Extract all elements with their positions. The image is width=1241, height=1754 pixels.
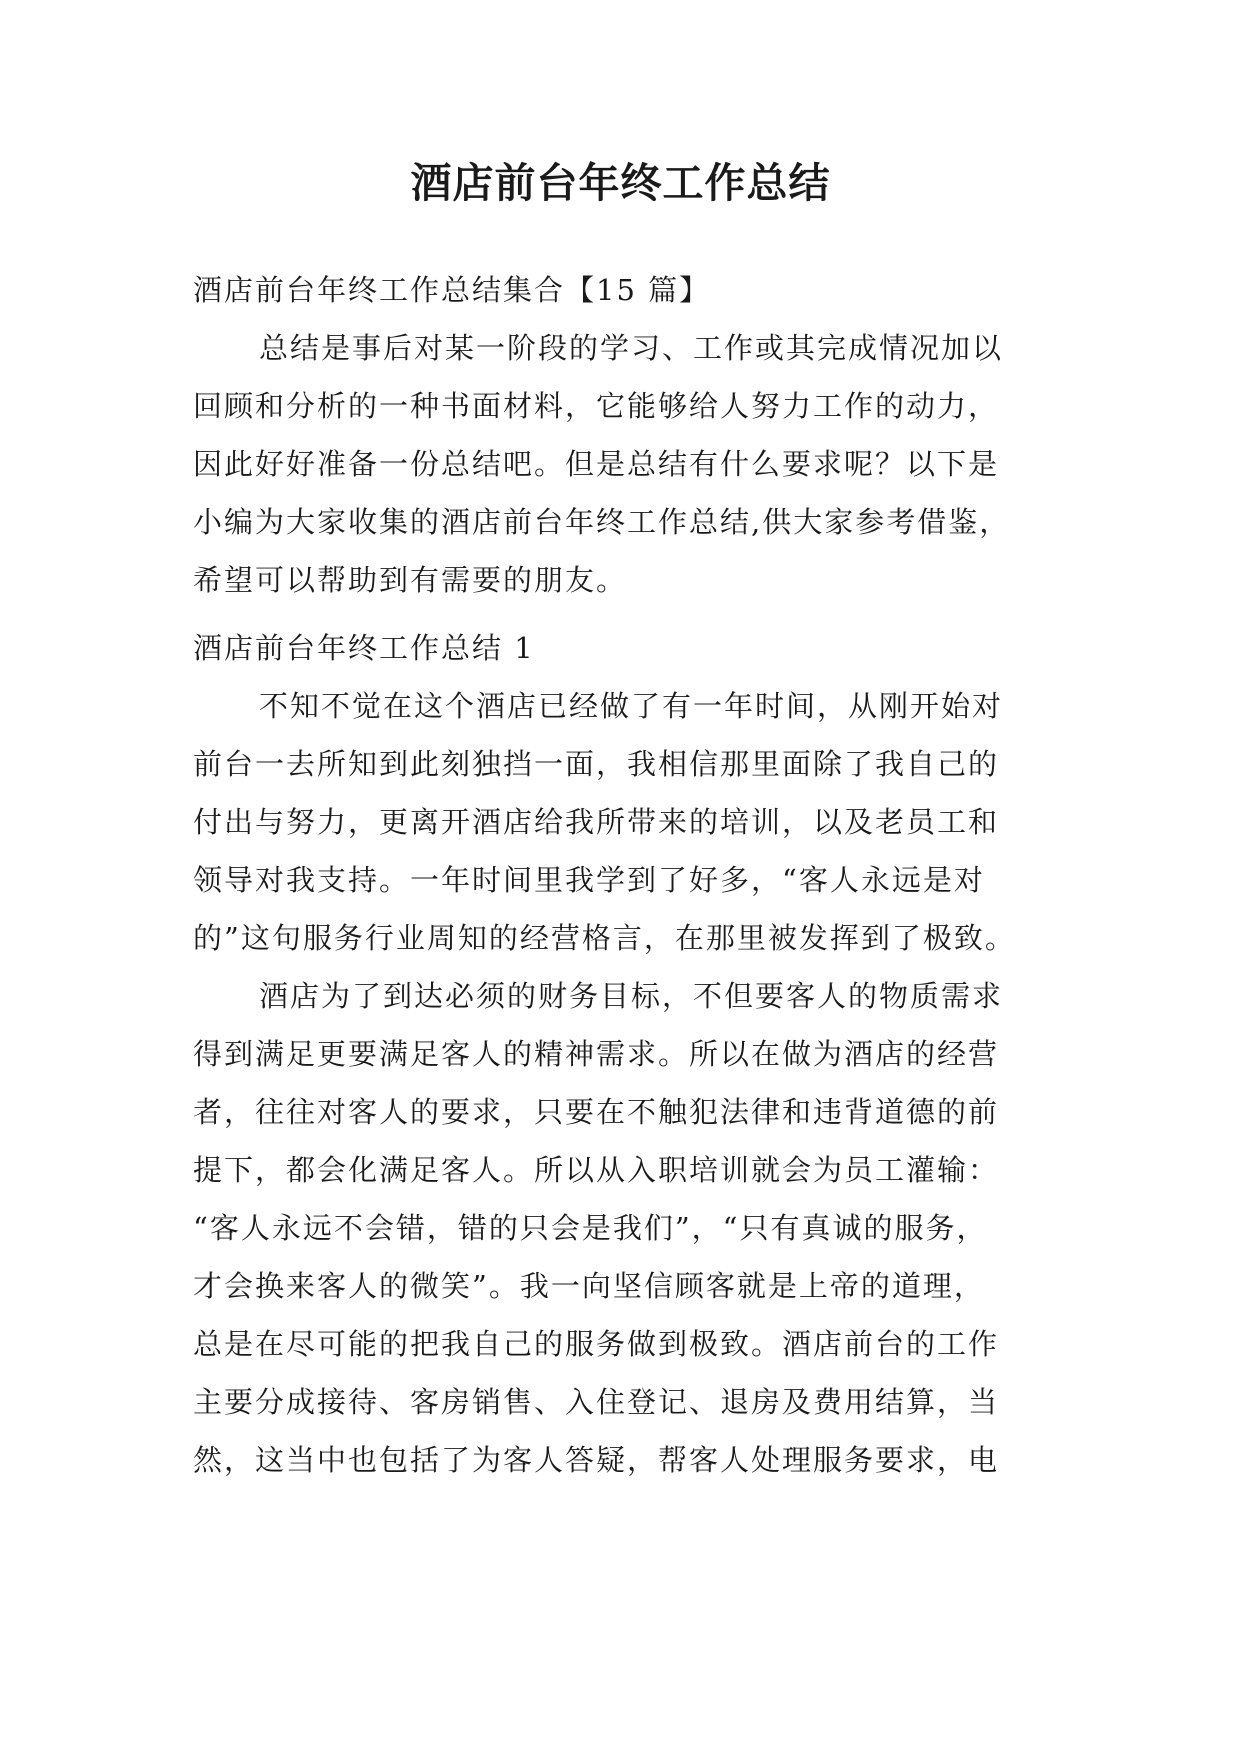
document-title: 酒店前台年终工作总结: [410, 159, 831, 207]
paragraph-line: 得到满足更要满足客人的精神需求。所以在做为酒店的经营: [193, 1037, 1000, 1071]
paragraph-line: 不知不觉在这个酒店已经做了有一年时间，从刚开始对: [259, 689, 1004, 723]
paragraph-line: 前台一去所知到此刻独挡一面，我相信那里面除了我自己的: [193, 747, 1000, 781]
intro-line: 希望可以帮助到有需要的朋友。: [193, 563, 628, 597]
paragraph-line: 主要分成接待、客房销售、入住登记、退房及费用结算，当: [193, 1385, 1000, 1419]
paragraph-line: “客人永远不会错，错的只会是我们”，“只有真诚的服务，: [193, 1211, 988, 1245]
section-heading: 酒店前台年终工作总结 1: [193, 631, 535, 665]
intro-line: 回顾和分析的一种书面材料，它能够给人努力工作的动力，: [193, 389, 1000, 423]
paragraph-line: 总是在尽可能的把我自己的服务做到极致。酒店前台的工作: [193, 1327, 1000, 1361]
intro-line: 小编为大家收集的酒店前台年终工作总结,供大家参考借鉴，: [193, 505, 1011, 539]
paragraph-line: 提下，都会化满足客人。所以从入职培训就会为员工灌输：: [193, 1153, 1000, 1187]
paragraph-line: 才会换来客人的微笑”。我一向坚信顾客就是上帝的道理，: [193, 1269, 985, 1303]
paragraph-line: 然，这当中也包括了为客人答疑，帮客人处理服务要求，电: [193, 1443, 1000, 1477]
paragraph-line: 的”这句服务行业周知的经营格言，在那里被发挥到了极致。: [193, 921, 1016, 955]
paragraph-line: 付出与努力，更离开酒店给我所带来的培训，以及老员工和: [193, 805, 1000, 839]
collection-heading: 酒店前台年终工作总结集合【15 篇】: [193, 273, 711, 307]
intro-line: 总结是事后对某一阶段的学习、工作或其完成情况加以: [259, 331, 1004, 365]
section-1: [193, 619, 1073, 1489]
intro-line: 因此好好准备一份总结吧。但是总结有什么要求呢？以下是: [193, 447, 1000, 481]
paragraph-line: 者，往往对客人的要求，只要在不触犯法律和违背道德的前: [193, 1095, 1000, 1129]
intro-block: [193, 261, 1073, 609]
paragraph-line: 领导对我支持。一年时间里我学到了好多，“客人永远是对: [193, 863, 985, 897]
paragraph-line: 酒店为了到达必须的财务目标，不但要客人的物质需求: [259, 979, 1004, 1013]
